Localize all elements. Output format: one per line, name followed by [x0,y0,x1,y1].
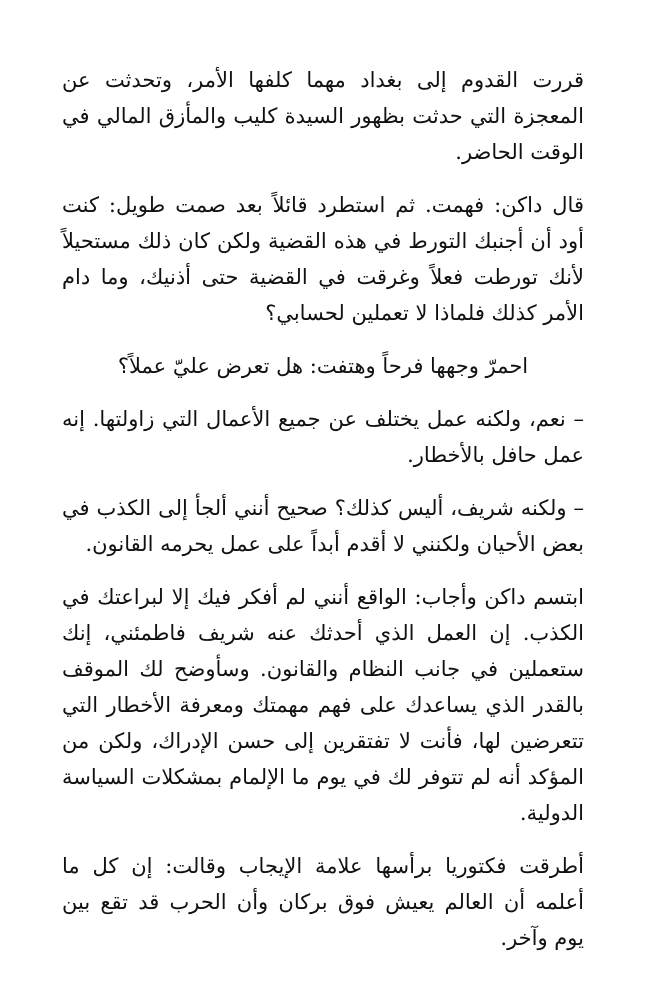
paragraph-7: أطرقت فكتوريا برأسها علامة الإيجاب وقالت: إن كل ما أعلمه أن العالم يعيش فوق بركان وأن الحرب قد تقع بين يوم وآخر. [62,854,584,950]
paragraph-6: ابتسم داكن وأجاب: الواقع أنني لم أفكر فيك إلا لبراعتك في الكذب. إن العمل الذي أحدثك عنه شريف فاطمئني، إنك ستعملين في جانب النظام والقانون. وسأوضح لك الموقف بالقدر الذي يساعدك على فهم مهمتك ومعرفة الأخطار التي تتعرضين لها، فأنت لا تفتقرين إلى حسن الإدراك، ولكن من المؤكد أنه لم تتوفر لك في يوم ما الإلمام بمشكلات السياسة الدولية. [62,585,584,825]
paragraph-1: قررت القدوم إلى بغداد مهما كلفها الأمر، وتحدثت عن المعجزة التي حدثت بظهور السيدة كليب والمأزق المالي في الوقت الحاضر. [62,68,584,164]
paragraph-2: قال داكن: فهمت. ثم استطرد قائلاً بعد صمت طويل: كنت أود أن أجنبك التورط في هذه القضية ولكن كان ذلك مستحيلاً لأنك تورطت فعلاً وغرقت في القضية حتى أذنيك، وما دام الأمر كذلك فلماذا لا تعملين لحسابي؟ [62,193,584,325]
paragraph-4: – نعم، ولكنه عمل يختلف عن جميع الأعمال التي زاولتها. إنه عمل حافل بالأخطار. [62,407,584,467]
book-page [62,62,584,973]
paragraph-3: احمرّ وجهها فرحاً وهتفت: هل تعرض عليّ عملاً؟ [117,354,529,378]
paragraph-5: – ولكنه شريف، أليس كذلك؟ صحيح أنني ألجأ إلى الكذب في بعض الأحيان ولكنني لا أقدم أبداً على عمل يحرمه القانون. [62,496,584,556]
